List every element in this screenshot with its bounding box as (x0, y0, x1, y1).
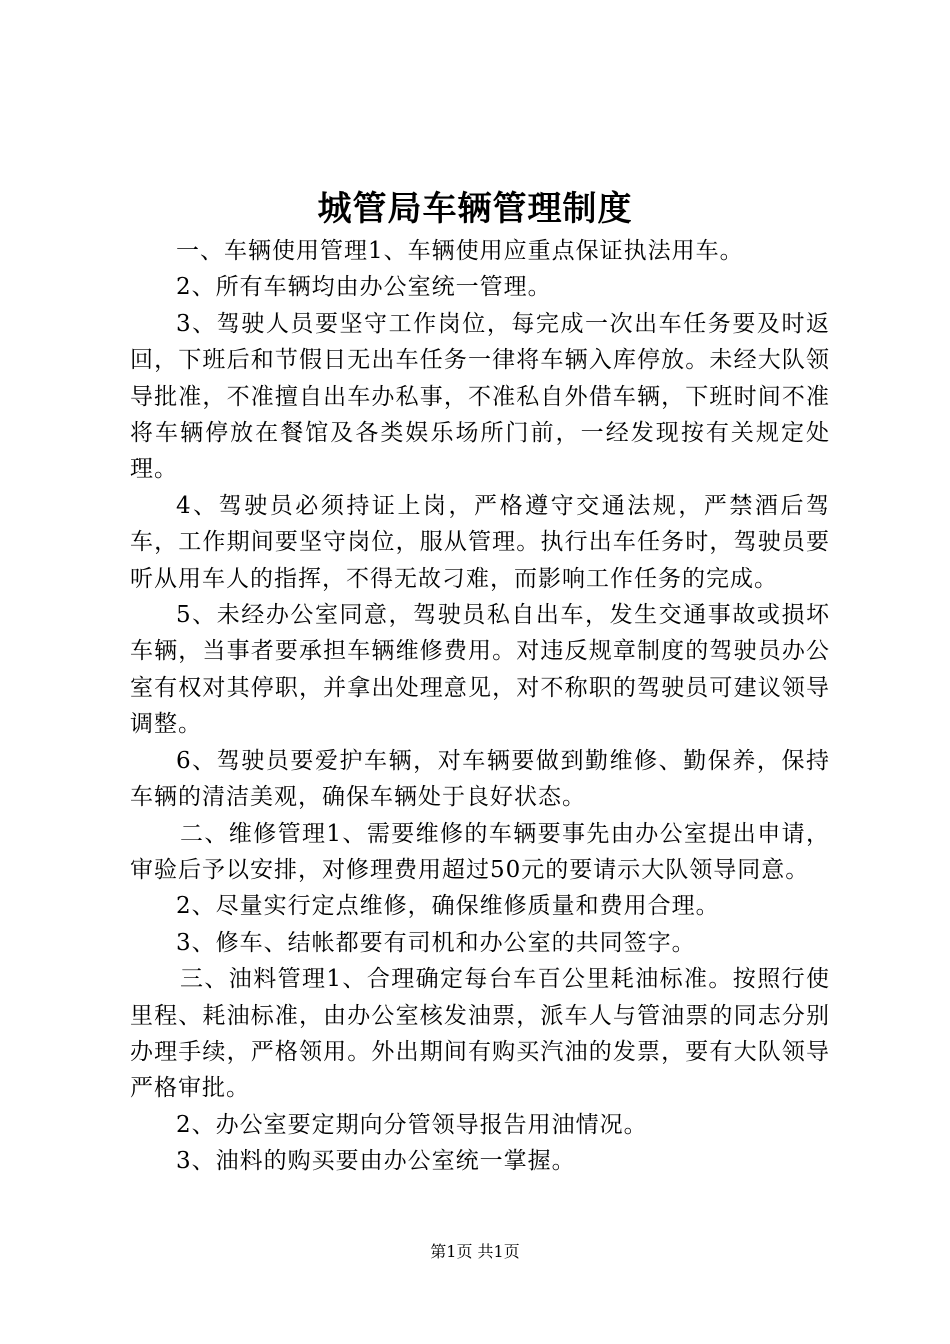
paragraph-unified-management: 2、所有车辆均由办公室统一管理。 (176, 274, 552, 301)
paragraph-fuel-management: 三、油料管理1、合理确定每台车百公里耗油标准。按照行使里程、耗油标准，由办公室核发油票，派车人与管油票的同志分别办理手续，严格领用。外出期间有购买汽油的发票，要有大队领导严格审批。 (130, 966, 830, 1102)
paragraph-driver-license: 4、驾驶员必须持证上岗，严格遵守交通法规，严禁酒后驾车，工作期间要坚守岗位，服从管理。执行出车任务时，驾驶员要听从用车人的指挥，不得无故刁难，而影响工作任务的完成。 (130, 492, 830, 592)
paragraph-repair-signature: 3、修车、结帐都要有司机和办公室的共同签字。 (176, 929, 696, 956)
document-title: 城管局车辆管理制度 (317, 189, 633, 229)
paragraph-designated-repair: 2、尽量实行定点维修，确保维修质量和费用合理。 (176, 893, 720, 920)
paragraph-vehicle-care: 6、驾驶员要爱护车辆，对车辆要做到勤维修、勤保养，保持车辆的清洁美观，确保车辆处于良好状态。 (130, 747, 830, 811)
paragraph-fuel-report: 2、办公室要定期向分管领导报告用油情况。 (176, 1111, 648, 1138)
page-footer: 第1页 共1页 (430, 1242, 520, 1261)
document-body (130, 233, 830, 1180)
paragraph-unauthorized-use: 5、未经办公室同意，驾驶员私自出车，发生交通事故或损坏车辆，当事者要承担车辆维修费用。对违反规章制度的驾驶员办公室有权对其停职，并拿出处理意见，对不称职的驾驶员可建议领导调整。 (130, 602, 830, 738)
paragraph-repair-management: 二、维修管理1、需要维修的车辆要事先由办公室提出申请，审验后予以安排，对修理费用超过50元的要请示大队领导同意。 (130, 820, 830, 883)
paragraph-driver-duty: 3、驾驶人员要坚守工作岗位，每完成一次出车任务要及时返回，下班后和节假日无出车任务一律将车辆入库停放。未经大队领导批准，不准擅自出车办私事，不准私自外借车辆，下班时间不准将车辆停放在餐馆及各类娱乐场所门前，一经发现按有关规定处理。 (130, 310, 830, 483)
paragraph-vehicle-use: 一、车辆使用管理1、车辆使用应重点保证执法用车。 (176, 238, 744, 264)
paragraph-fuel-purchase: 3、油料的购买要由办公室统一掌握。 (176, 1148, 576, 1175)
